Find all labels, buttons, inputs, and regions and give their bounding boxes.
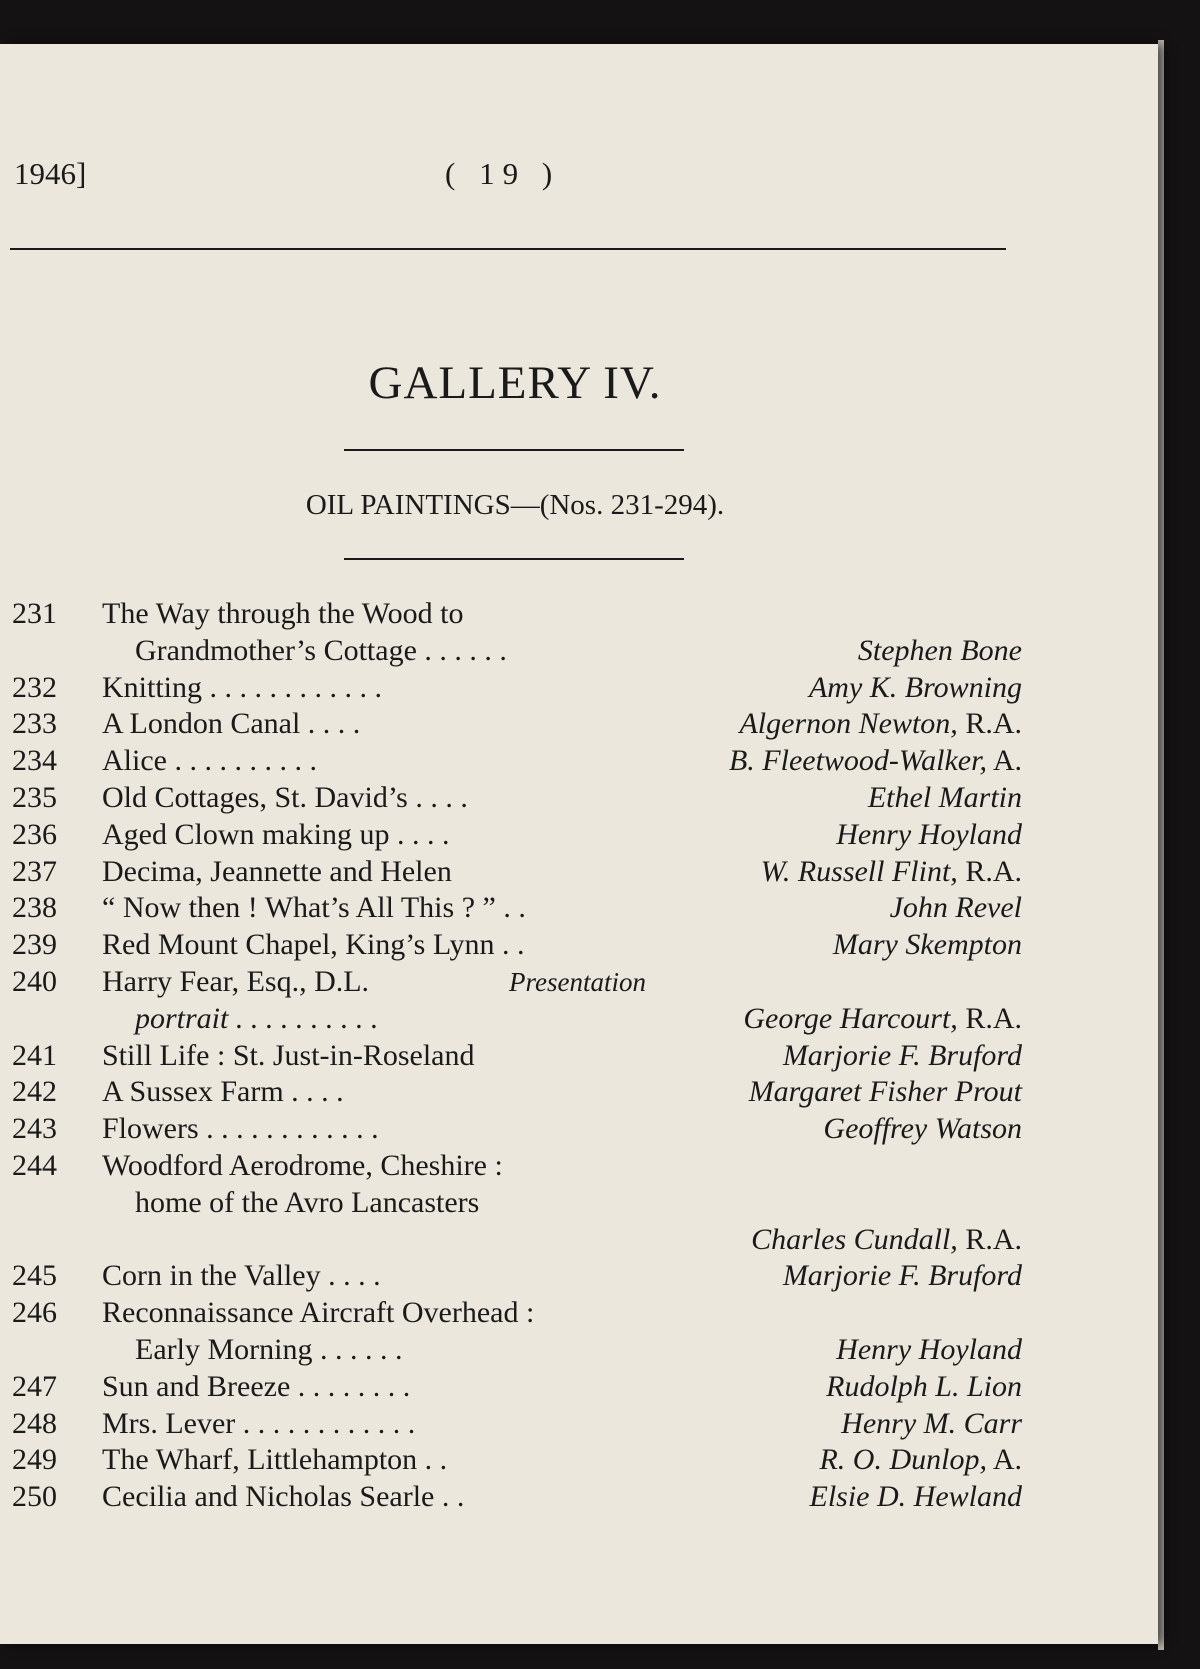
entry-list [12,596,1022,1516]
entry-title: Early Morning . . . . . . [135,1332,403,1366]
entry-number: 249 [12,1443,57,1477]
catalogue-entry [12,890,1022,927]
header-year: 1946] [14,156,87,191]
entry-title: Alice . . . . . . . . . . [102,744,317,778]
artist-honour: R.A. [957,707,1022,741]
entry-line [12,854,1022,891]
entry-artist: W. Russell Flint, R.A. [760,854,1022,888]
page-number: ( 19 ) [445,156,561,191]
entry-number: 242 [12,1075,57,1109]
entry-line [12,927,1022,964]
entry-title: Sun and Breeze . . . . . . . . [102,1369,411,1403]
entry-artist: Amy K. Browning [808,670,1022,704]
entry-line [12,890,1022,927]
entry-line [12,1369,1022,1406]
entry-line [12,633,1022,670]
subtitle-rule [344,558,684,560]
catalogue-entry [12,706,1022,743]
section-subtitle: OIL PAINTINGS—(Nos. 231-294). [305,489,725,521]
entry-title: Harry Fear, Esq., D.L. [102,964,370,998]
artist-honour: R.A. [957,1001,1022,1035]
entry-title: Reconnaissance Aircraft Overhead : [102,1296,535,1330]
catalogue-entry [12,854,1022,891]
entry-line [12,1442,1022,1479]
entry-title: Knitting . . . . . . . . . . . . [102,670,383,704]
catalogue-entry [12,1074,1022,1111]
catalogue-entry [12,1295,1022,1369]
entry-artist: Elsie D. Hewland [809,1480,1022,1514]
entry-number: 241 [12,1038,57,1072]
catalogue-entry [12,927,1022,964]
entry-artist: Rudolph L. Lion [826,1369,1022,1403]
entry-line [12,1332,1022,1369]
entry-line [12,1295,1022,1332]
entry-line [12,1111,1022,1148]
entry-number: 245 [12,1259,57,1293]
entry-number: 233 [12,707,57,741]
entry-title: Red Mount Chapel, King’s Lynn . . [102,928,525,962]
entry-artist: John Revel [889,891,1022,925]
entry-line [12,780,1022,817]
page-header [0,150,1030,200]
entry-number: 232 [12,670,57,704]
entry-number: 244 [12,1148,57,1182]
entry-line [12,1038,1022,1075]
entry-artist: Ethel Martin [867,780,1022,814]
catalogue-entry [12,817,1022,854]
entry-line [12,964,1022,1001]
gallery-title: GALLERY IV. [368,357,662,409]
entry-number: 246 [12,1296,57,1330]
entry-title: A London Canal . . . . [102,707,361,741]
catalogue-entry [12,596,1022,670]
entry-number: 243 [12,1112,57,1146]
artist-honour: R.A. [957,1222,1022,1256]
artist-honour: A. [986,744,1022,778]
entry-line [12,1148,1022,1185]
catalogue-entry [12,1369,1022,1406]
entry-line [12,1479,1022,1516]
artist-honour: A. [986,1443,1022,1477]
entry-line [12,1001,1022,1038]
entry-title: home of the Avro Lancasters [135,1185,480,1219]
entry-number: 234 [12,744,57,778]
entry-line [12,743,1022,780]
catalogue-page [0,44,1158,1644]
catalogue-entry [12,1148,1022,1258]
entry-line [12,1185,1022,1222]
entry-artist: Henry Hoyland [836,1332,1022,1366]
entry-artist: Marjorie F. Bruford [782,1259,1022,1293]
entry-title: Woodford Aerodrome, Cheshire : [102,1148,503,1182]
catalogue-entry [12,1111,1022,1148]
entry-artist: Henry Hoyland [836,817,1022,851]
entry-number: 247 [12,1369,57,1403]
entry-artist: Algernon Newton, R.A. [739,707,1022,741]
entry-artist: Henry M. Carr [841,1406,1022,1440]
header-rule [10,248,1006,250]
entry-artist: Charles Cundall, R.A. [751,1222,1022,1256]
entry-line [12,1406,1022,1443]
entry-artist: Geoffrey Watson [823,1112,1022,1146]
entry-number: 250 [12,1480,57,1514]
entry-number: 231 [12,597,57,630]
entry-artist: Mary Skempton [832,928,1022,962]
entry-number: 237 [12,854,57,888]
catalogue-entry [12,743,1022,780]
entry-line [12,670,1022,707]
entry-artist: B. Fleetwood-Walker, A. [728,744,1022,778]
entry-title: Corn in the Valley . . . . [102,1259,381,1293]
entry-title: Still Life : St. Just-in-Roseland [102,1038,475,1072]
entry-artist: George Harcourt, R.A. [743,1001,1022,1035]
entry-artist: Stephen Bone [857,633,1022,667]
page-edge [1158,40,1164,1650]
entry-artist: Marjorie F. Bruford [782,1038,1022,1072]
entry-title: Decima, Jeannette and Helen [102,854,452,888]
catalogue-entry [12,1258,1022,1295]
entry-title: Grandmother’s Cottage . . . . . . [135,633,507,667]
entry-title: Aged Clown making up . . . . [102,817,450,851]
entry-title: The Way through the Wood to [102,597,464,630]
entry-number: 248 [12,1406,57,1440]
entry-title: portrait . . . . . . . . . . [135,1001,379,1035]
entry-line [12,817,1022,854]
entry-title: Flowers . . . . . . . . . . . . [102,1112,379,1146]
entry-number: 239 [12,928,57,962]
entry-line [12,706,1022,743]
entry-number: 238 [12,891,57,925]
entry-title: The Wharf, Littlehampton . . [102,1443,448,1477]
catalogue-entry [12,670,1022,707]
entry-line [12,1074,1022,1111]
entry-note: Presentation [509,966,646,997]
entry-line [12,1258,1022,1295]
entry-title: A Sussex Farm . . . . [102,1075,344,1109]
catalogue-entry [12,1038,1022,1075]
catalogue-entry [12,1442,1022,1479]
catalogue-entry [12,1479,1022,1516]
entry-artist: R. O. Dunlop, A. [819,1443,1022,1477]
entry-title: Cecilia and Nicholas Searle . . [102,1480,465,1514]
entry-title: Old Cottages, St. David’s . . . . [102,780,468,814]
entry-title: Mrs. Lever . . . . . . . . . . . . [102,1406,416,1440]
entry-number: 236 [12,817,57,851]
entry-number: 235 [12,780,57,814]
entry-artist: Margaret Fisher Prout [748,1075,1022,1109]
entry-title: “ Now then ! What’s All This ? ” . . [102,891,526,925]
catalogue-entry [12,780,1022,817]
catalogue-entry [12,1406,1022,1443]
catalogue-entry [12,964,1022,1038]
title-rule [344,449,684,451]
entry-line [12,596,1022,633]
artist-honour: R.A. [957,854,1022,888]
entry-line [12,1222,1022,1259]
entry-number: 240 [12,964,57,998]
